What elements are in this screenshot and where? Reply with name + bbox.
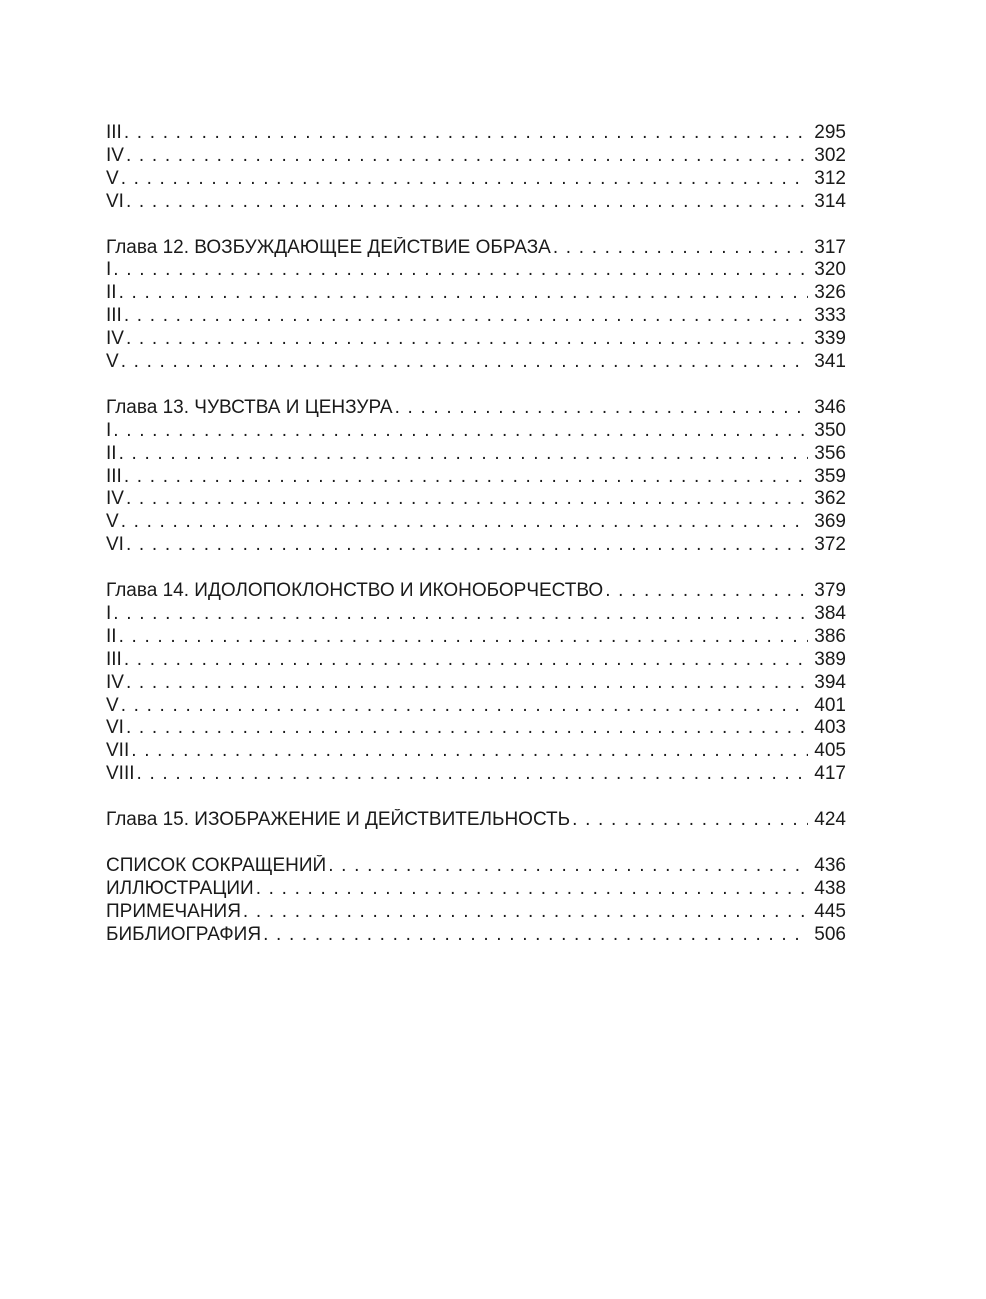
toc-entry[interactable] — [106, 695, 846, 718]
dot-leader — [126, 672, 808, 695]
toc-chapter-title: Глава 15. ИЗОБРАЖЕНИЕ И ДЕЙСТВИТЕЛЬНОСТЬ — [106, 809, 571, 831]
dot-leader — [124, 122, 808, 145]
dot-leader — [126, 191, 808, 214]
toc-entry[interactable] — [106, 534, 846, 557]
dot-leader — [572, 809, 808, 832]
dot-leader — [113, 420, 808, 443]
toc-entry-label: VI — [106, 534, 124, 556]
toc-entry-page: 424 — [814, 809, 846, 831]
dot-leader — [126, 328, 808, 351]
toc-entry-label: I — [106, 259, 112, 281]
toc-entry-label: III — [106, 305, 122, 327]
toc-entry-page: 359 — [814, 465, 846, 487]
table-of-contents — [106, 122, 846, 947]
dot-leader — [121, 511, 809, 534]
toc-entry-page: 436 — [814, 855, 846, 877]
dot-leader — [121, 168, 809, 191]
toc-chapter-entry[interactable] — [106, 809, 846, 832]
toc-entry-page: 356 — [814, 442, 846, 464]
toc-entry-label: V — [106, 511, 119, 533]
toc-entry-page: 417 — [814, 763, 846, 785]
toc-entry[interactable] — [106, 717, 846, 740]
toc-entry-label: II — [106, 625, 117, 647]
toc-entry-label: I — [106, 603, 112, 625]
toc-entry-label: VIII — [106, 763, 135, 785]
toc-chapter-entry[interactable] — [106, 237, 846, 260]
toc-entry-page: 506 — [814, 923, 846, 945]
toc-chapter-entry[interactable] — [106, 397, 846, 420]
toc-entry[interactable] — [106, 191, 846, 214]
toc-entry[interactable] — [106, 328, 846, 351]
toc-entry-label: V — [106, 694, 119, 716]
toc-chapter-title: Глава 14. ИДОЛОПОКЛОНСТВО И ИКОНОБОРЧЕСТВО — [106, 580, 604, 602]
dot-leader — [113, 259, 808, 282]
toc-entry-page: 312 — [814, 167, 846, 189]
dot-leader — [126, 488, 808, 511]
toc-group-chapter-12 — [106, 237, 846, 374]
toc-entry-page: 384 — [814, 603, 846, 625]
toc-back-matter-entry[interactable] — [106, 924, 846, 947]
toc-entry-page: 346 — [814, 396, 846, 418]
dot-leader — [119, 626, 809, 649]
toc-entry-label: I — [106, 419, 112, 441]
toc-entry-page: 372 — [814, 534, 846, 556]
toc-entry-label: IV — [106, 328, 124, 350]
toc-entry-label: IV — [106, 671, 124, 693]
toc-entry[interactable] — [106, 351, 846, 374]
toc-entry-page: 369 — [814, 511, 846, 533]
toc-entry-page: 326 — [814, 282, 846, 304]
toc-entry-page: 405 — [814, 740, 846, 762]
toc-entry-label: СПИСОК СОКРАЩЕНИЙ — [106, 855, 327, 877]
toc-entry[interactable] — [106, 145, 846, 168]
toc-entry[interactable] — [106, 511, 846, 534]
toc-group-chapter-11-continued — [106, 122, 846, 214]
toc-entry[interactable] — [106, 305, 846, 328]
toc-entry[interactable] — [106, 603, 846, 626]
toc-entry-label: VI — [106, 717, 124, 739]
dot-leader — [395, 397, 809, 420]
toc-entry[interactable] — [106, 488, 846, 511]
dot-leader — [263, 924, 808, 947]
dot-leader — [124, 649, 808, 672]
toc-entry-label: II — [106, 442, 117, 464]
dot-leader — [605, 580, 808, 603]
toc-entry[interactable] — [106, 466, 846, 489]
toc-entry-label: IV — [106, 144, 124, 166]
toc-entry-page: 379 — [814, 580, 846, 602]
toc-entry-label: IV — [106, 488, 124, 510]
toc-entry-label: БИБЛИОГРАФИЯ — [106, 923, 262, 945]
toc-entry-page: 295 — [814, 122, 846, 143]
toc-group-back-matter — [106, 855, 846, 947]
toc-entry-label: III — [106, 122, 122, 143]
toc-entry[interactable] — [106, 763, 846, 786]
toc-entry[interactable] — [106, 443, 846, 466]
toc-entry-page: 394 — [814, 671, 846, 693]
dot-leader — [256, 878, 809, 901]
toc-entry-page: 339 — [814, 328, 846, 350]
toc-entry-page: 389 — [814, 648, 846, 670]
toc-entry-page: 341 — [814, 351, 846, 373]
toc-entry-label: VI — [106, 190, 124, 212]
toc-entry-label: ПРИМЕЧАНИЯ — [106, 900, 241, 922]
toc-entry-label: VII — [106, 740, 130, 762]
toc-entry[interactable] — [106, 122, 846, 145]
toc-entry-page: 302 — [814, 144, 846, 166]
dot-leader — [124, 466, 808, 489]
toc-entry-page: 320 — [814, 259, 846, 281]
toc-entry-page: 314 — [814, 190, 846, 212]
toc-entry-label: V — [106, 167, 119, 189]
dot-leader — [126, 534, 808, 557]
toc-entry-page: 362 — [814, 488, 846, 510]
dot-leader — [126, 717, 808, 740]
toc-entry-label: III — [106, 465, 122, 487]
dot-leader — [121, 351, 809, 374]
toc-entry-page: 445 — [814, 900, 846, 922]
dot-leader — [119, 443, 809, 466]
dot-leader — [131, 740, 808, 763]
toc-entry[interactable] — [106, 626, 846, 649]
toc-chapter-entry[interactable] — [106, 580, 846, 603]
toc-group-chapter-13 — [106, 397, 846, 557]
toc-entry-page: 350 — [814, 419, 846, 441]
toc-entry-label: ИЛЛЮСТРАЦИИ — [106, 877, 254, 899]
toc-entry-page: 317 — [814, 236, 846, 258]
toc-entry-page: 403 — [814, 717, 846, 739]
toc-back-matter-entry[interactable] — [106, 901, 846, 924]
toc-entry-page: 333 — [814, 305, 846, 327]
toc-entry[interactable] — [106, 168, 846, 191]
dot-leader — [119, 282, 809, 305]
dot-leader — [126, 145, 808, 168]
dot-leader — [243, 901, 808, 924]
dot-leader — [553, 237, 808, 260]
dot-leader — [121, 695, 809, 718]
toc-back-matter-entry[interactable] — [106, 855, 846, 878]
toc-entry[interactable] — [106, 740, 846, 763]
toc-back-matter-entry[interactable] — [106, 878, 846, 901]
toc-entry-page: 438 — [814, 877, 846, 899]
toc-group-chapter-14 — [106, 580, 846, 786]
toc-entry-page: 386 — [814, 625, 846, 647]
toc-entry[interactable] — [106, 259, 846, 282]
toc-entry-label: III — [106, 648, 122, 670]
toc-group-chapter-15 — [106, 809, 846, 832]
toc-entry[interactable] — [106, 420, 846, 443]
toc-entry-page: 401 — [814, 694, 846, 716]
toc-entry-label: II — [106, 282, 117, 304]
toc-chapter-title: Глава 13. ЧУВСТВА И ЦЕНЗУРА — [106, 396, 393, 418]
dot-leader — [137, 763, 809, 786]
toc-chapter-title: Глава 12. ВОЗБУЖДАЮЩЕЕ ДЕЙСТВИЕ ОБРАЗА — [106, 236, 551, 258]
toc-entry[interactable] — [106, 282, 846, 305]
dot-leader — [124, 305, 808, 328]
dot-leader — [328, 855, 808, 878]
dot-leader — [113, 603, 808, 626]
toc-entry[interactable] — [106, 672, 846, 695]
toc-entry-label: V — [106, 351, 119, 373]
toc-entry[interactable] — [106, 649, 846, 672]
